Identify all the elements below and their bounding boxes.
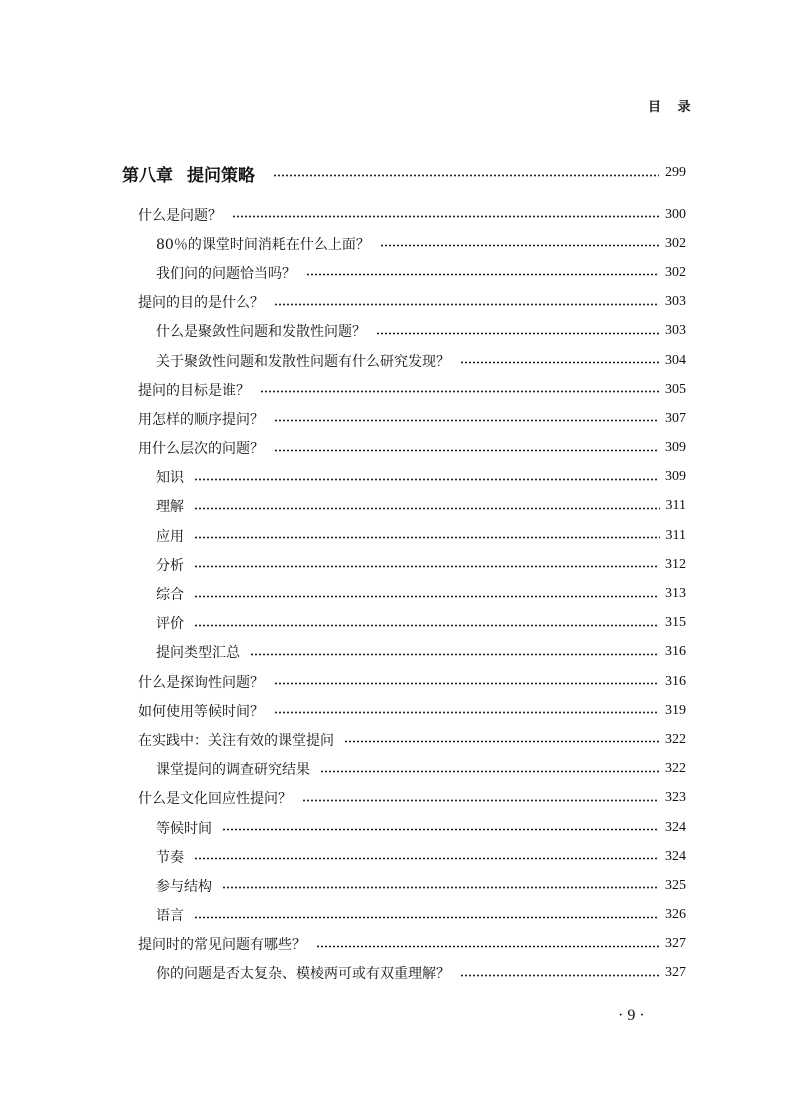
- dot-leader: [274, 449, 659, 452]
- toc-entry-title: 提问的目的是什么？: [138, 295, 264, 312]
- toc-entry-title: 如何使用等候时间？: [138, 703, 264, 720]
- toc-entry[interactable]: [138, 229, 686, 258]
- toc-entry-title: 综合: [156, 587, 184, 604]
- toc-entry-page: 316: [665, 673, 686, 689]
- toc-entry-page: 319: [665, 702, 686, 718]
- toc-entry[interactable]: [138, 901, 686, 930]
- toc-entry[interactable]: [138, 200, 686, 229]
- toc-entry-page: 325: [665, 877, 686, 893]
- toc-entry-page: 312: [665, 556, 686, 572]
- toc-entry-title: 用什么层次的问题？: [138, 441, 264, 458]
- toc-entry-page: 316: [665, 644, 686, 660]
- dot-leader: [194, 565, 659, 568]
- toc-entry-page: 302: [665, 264, 686, 280]
- dot-leader: [232, 215, 659, 218]
- toc-entry[interactable]: [138, 346, 686, 375]
- toc-entry-page: 307: [665, 410, 686, 426]
- dot-leader: [302, 799, 659, 802]
- toc-entry[interactable]: [138, 813, 686, 842]
- toc-entry-page: 302: [665, 235, 686, 251]
- toc-entry-title: 分析: [156, 557, 184, 574]
- toc-entry-title: 80％的课堂时间消耗在什么上面？: [156, 236, 370, 253]
- chapter-title: 提问策略: [187, 165, 255, 186]
- toc-entry[interactable]: [138, 667, 686, 696]
- toc-entry[interactable]: [138, 609, 686, 638]
- toc-entry[interactable]: [138, 434, 686, 463]
- toc-entry-page: 311: [665, 498, 686, 514]
- dot-leader: [194, 595, 659, 598]
- toc-entry-page: 327: [665, 936, 686, 952]
- dot-leader: [320, 770, 659, 773]
- toc-entry-page: 300: [665, 206, 686, 222]
- toc-entry-title: 什么是问题？: [138, 207, 222, 224]
- dot-leader: [222, 828, 659, 831]
- chapter-page: 299: [665, 165, 686, 180]
- toc-entry[interactable]: [138, 463, 686, 492]
- toc-entry-page: 324: [665, 819, 686, 835]
- toc-entry-title: 等候时间: [156, 820, 212, 837]
- toc-entry-page: 304: [665, 352, 686, 368]
- toc-entry-title: 用怎样的顺序提问？: [138, 411, 264, 428]
- chapter-heading[interactable]: [122, 158, 686, 188]
- toc-entry-title: 提问时的常见问题有哪些？: [138, 937, 306, 954]
- toc-entry-title: 知识: [156, 470, 184, 487]
- toc-entry-page: 322: [665, 731, 686, 747]
- toc-entry[interactable]: [138, 784, 686, 813]
- toc-entry-page: 327: [665, 965, 686, 981]
- dot-leader: [194, 536, 660, 539]
- toc-entry-title: 关于聚敛性问题和发散性问题有什么研究发现？: [156, 353, 450, 370]
- toc-entry-page: 303: [665, 294, 686, 310]
- toc-entry-page: 305: [665, 381, 686, 397]
- dot-leader: [273, 174, 659, 177]
- toc-entry[interactable]: [138, 959, 686, 988]
- toc-entry-title: 课堂提问的调查研究结果: [156, 762, 310, 779]
- toc-entry-page: 303: [665, 323, 686, 339]
- toc-entry-title: 语言: [156, 908, 184, 925]
- running-head: 目 录: [648, 100, 697, 115]
- toc-entry[interactable]: [138, 258, 686, 287]
- toc-entry-title: 我们问的问题恰当吗？: [156, 265, 296, 282]
- toc-entry-title: 在实践中：关注有效的课堂提问: [138, 732, 334, 749]
- dot-leader: [250, 653, 659, 656]
- dot-leader: [274, 419, 659, 422]
- dot-leader: [274, 711, 659, 714]
- toc-entry[interactable]: [138, 871, 686, 900]
- toc-entry-page: 315: [665, 615, 686, 631]
- dot-leader: [274, 682, 659, 685]
- toc-entry-title: 你的问题是否太复杂、模棱两可或有双重理解？: [156, 966, 450, 983]
- toc-entry[interactable]: [138, 755, 686, 784]
- chapter-number: 第八章: [122, 165, 173, 186]
- toc-entry-page: 322: [665, 761, 686, 777]
- toc-entry-title: 什么是文化回应性提问？: [138, 791, 292, 808]
- toc-entries: [138, 200, 686, 988]
- dot-leader: [376, 332, 659, 335]
- toc-entry-title: 提问的目标是谁？: [138, 382, 250, 399]
- dot-leader: [260, 390, 659, 393]
- toc-entry[interactable]: [138, 492, 686, 521]
- toc-entry[interactable]: [138, 696, 686, 725]
- toc-entry-page: 311: [665, 527, 686, 543]
- dot-leader: [194, 624, 659, 627]
- chapter-label: [122, 161, 255, 186]
- toc-entry[interactable]: [138, 550, 686, 579]
- toc-entry-title: 什么是聚敛性问题和发散性问题？: [156, 324, 366, 341]
- toc-entry-page: 309: [665, 469, 686, 485]
- toc-entry[interactable]: [138, 930, 686, 959]
- toc-entry[interactable]: [138, 404, 686, 433]
- toc-entry[interactable]: [138, 842, 686, 871]
- toc-entry[interactable]: [138, 288, 686, 317]
- dot-leader: [316, 945, 659, 948]
- toc-entry[interactable]: [138, 375, 686, 404]
- toc-entry-page: 323: [665, 790, 686, 806]
- toc-entry[interactable]: [138, 521, 686, 550]
- toc-entry-title: 参与结构: [156, 878, 212, 895]
- toc-entry-title: 理解: [156, 499, 184, 516]
- dot-leader: [222, 886, 659, 889]
- toc-entry[interactable]: [138, 725, 686, 754]
- toc-entry-title: 评价: [156, 616, 184, 633]
- dot-leader: [460, 974, 659, 977]
- toc-entry[interactable]: [138, 579, 686, 608]
- toc-entry-title: 应用: [156, 528, 184, 545]
- toc-entry-page: 309: [665, 440, 686, 456]
- dot-leader: [306, 273, 659, 276]
- dot-leader: [274, 303, 659, 306]
- toc-entry[interactable]: [138, 317, 686, 346]
- toc-entry-title: 节奏: [156, 849, 184, 866]
- dot-leader: [194, 916, 659, 919]
- page-number: · 9 ·: [618, 1007, 645, 1024]
- toc-entry-page: 313: [665, 586, 686, 602]
- dot-leader: [194, 507, 660, 510]
- toc-entry-page: 324: [665, 848, 686, 864]
- dot-leader: [460, 361, 659, 364]
- dot-leader: [194, 857, 659, 860]
- toc-entry-page: 326: [665, 907, 686, 923]
- toc-entry-title: 什么是探询性问题？: [138, 674, 264, 691]
- dot-leader: [344, 740, 659, 743]
- toc-entry-title: 提问类型汇总: [156, 645, 240, 662]
- dot-leader: [194, 478, 659, 481]
- dot-leader: [380, 244, 659, 247]
- toc-entry[interactable]: [138, 638, 686, 667]
